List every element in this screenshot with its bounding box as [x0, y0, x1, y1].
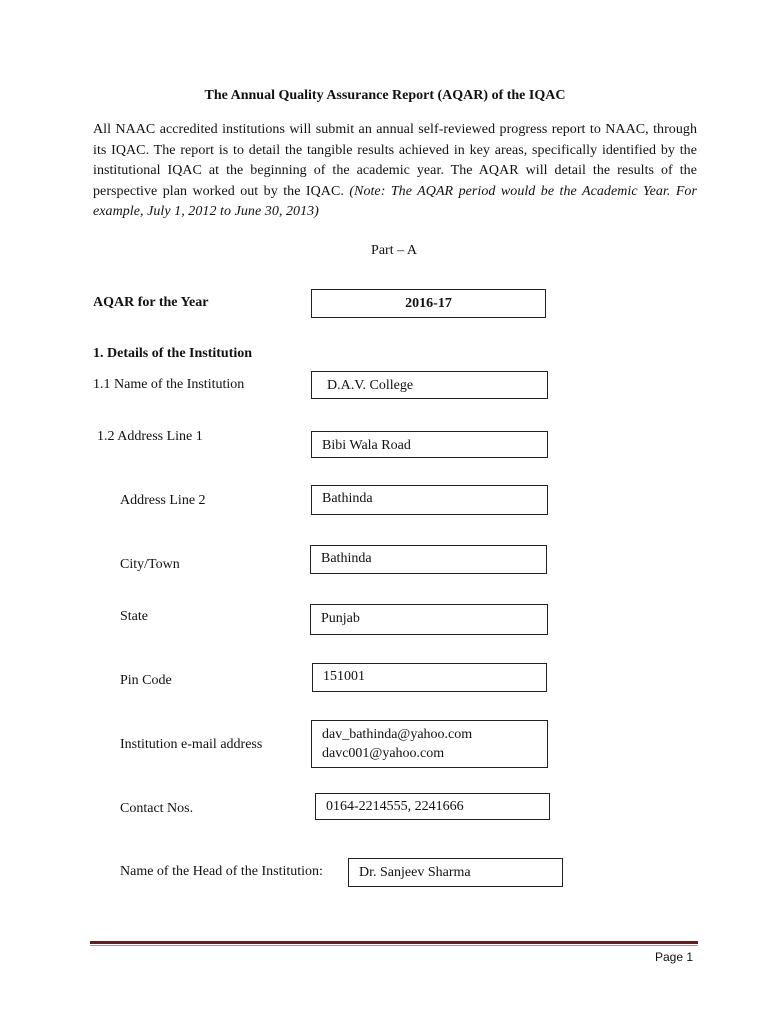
address-line-1-field: Bibi Wala Road [311, 431, 548, 458]
city-field: Bathinda [310, 545, 547, 574]
city-label: City/Town [120, 557, 180, 572]
page-number: Page 1 [655, 950, 694, 964]
document-title: The Annual Quality Assurance Report (AQAR) of the IQAC [204, 88, 566, 103]
email-label: Institution e-mail address [120, 737, 263, 752]
aqar-year-field: 2016-17 [311, 289, 546, 318]
footer-rule-shadow [90, 945, 698, 946]
pin-code-field: 151001 [312, 663, 547, 692]
footer-rule [90, 941, 698, 944]
state-label: State [120, 609, 148, 624]
address-line-1-label: 1.2 Address Line 1 [97, 429, 203, 444]
section-heading: 1. Details of the Institution [93, 346, 253, 361]
intro-note: (Note: The AQAR period would be the Academic Year. For example, July 1, 2012 to June 30, 2013) [93, 183, 697, 219]
email-value-1: dav_bathinda@yahoo.com [322, 727, 473, 742]
contact-label: Contact Nos. [120, 801, 194, 816]
address-line-2-label: Address Line 2 [120, 493, 206, 508]
contact-field: 0164-2214555, 2241666 [315, 793, 550, 820]
pin-code-label: Pin Code [120, 673, 172, 688]
head-field: Dr. Sanjeev Sharma [348, 858, 563, 887]
aqar-year-label: AQAR for the Year [93, 295, 209, 310]
part-label: Part – A [371, 243, 417, 258]
intro-paragraph [93, 120, 697, 223]
institution-name-label: 1.1 Name of the Institution [93, 377, 245, 392]
institution-name-field: D.A.V. College [311, 371, 548, 399]
state-field: Punjab [310, 604, 548, 635]
head-label: Name of the Head of the Institution: [120, 864, 323, 879]
email-field [311, 720, 548, 768]
intro-text: All NAAC accredited institutions will submit an annual self-reviewed progress report to NAAC, through its IQAC. The report is to detail the tangible results achieved in key areas, specifically identified by the institutional IQAC at the beginning of the academic year. The AQAR will detail the results of the perspective plan worked out by the IQAC. [93, 122, 697, 199]
email-value-2: davc001@yahoo.com [322, 746, 445, 761]
address-line-2-field: Bathinda [311, 485, 548, 515]
